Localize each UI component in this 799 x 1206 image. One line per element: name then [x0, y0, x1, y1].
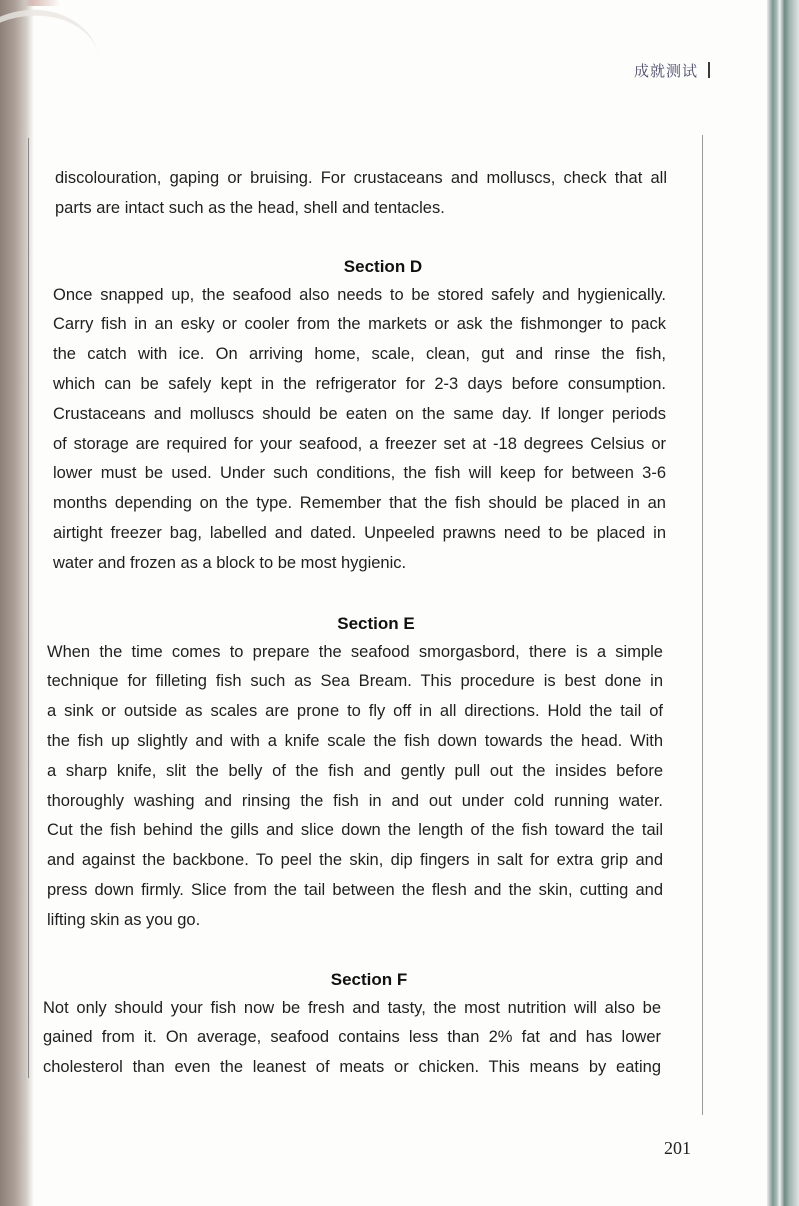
text-line: a sharp knife, slit the belly of the fish and gently pull out the insides before — [47, 761, 663, 780]
text-line: parts are intact such as the head, shell and tentacles. — [55, 198, 445, 217]
text-line: which can be safely kept in the refrigerator for 2-3 days before consumption. — [53, 374, 666, 393]
text-line: a sink or outside as scales are prone to fly off in all directions. Hold the tail of — [47, 702, 663, 721]
text-line: thoroughly washing and rinsing the fish in and out under cold running water. — [47, 791, 663, 810]
text-line: months depending on the type. Remember that the fish should be placed in an — [53, 494, 666, 513]
page-number: 201 — [664, 1138, 691, 1158]
text-line: the catch with ice. On arriving home, scale, clean, gut and rinse the fish, — [53, 345, 666, 364]
text-line: Cut the fish behind the gills and slice down the length of the fish toward the tail — [47, 821, 663, 840]
section-paragraph — [43, 994, 661, 1083]
section-heading: Section E — [337, 613, 415, 633]
text-line: of storage are required for your seafood, a freezer set at -18 degrees Celsius or — [53, 434, 666, 453]
text-line: Crustaceans and molluscs should be eaten on the same day. If longer periods — [53, 404, 666, 423]
page-body — [40, 164, 668, 1083]
book-page-edge — [767, 0, 799, 1206]
running-head — [600, 58, 710, 82]
text-line: cholesterol than even the leanest of meats or chicken. This means by eating — [43, 1058, 661, 1077]
text-line: lower must be used. Under such conditions, the fish will keep for between 3-6 — [53, 464, 666, 483]
text-line: Not only should your fish now be fresh and tasty, the most nutrition will also be — [43, 998, 661, 1017]
text-line: and against the backbone. To peel the skin, dip fingers in salt for extra grip and — [47, 851, 663, 870]
page-curl — [0, 1, 107, 135]
text-line: gained from it. On average, seafood contains less than 2% fat and has lower — [43, 1028, 661, 1047]
section-heading: Section D — [343, 256, 423, 276]
text-line: lifting skin as you go. — [47, 910, 201, 929]
text-line: discolouration, gaping or bruising. For crustaceans and molluscs, check that all — [55, 169, 667, 187]
text-line: Once snapped up, the seafood also needs to be stored safely and hygienically. — [53, 285, 666, 304]
text-line: When the time comes to prepare the seafood smorgasbord, there is a simple — [47, 642, 663, 661]
running-head-divider — [708, 62, 710, 78]
text-line: technique for filleting fish such as Sea Bream. This procedure is best done in — [47, 672, 663, 691]
right-margin-rule — [702, 135, 703, 1115]
text-line: the fish up slightly and with a knife scale the fish down towards the head. With — [47, 731, 663, 750]
section-paragraph — [53, 281, 666, 579]
section-heading: Section F — [330, 969, 408, 989]
section-paragraph — [47, 638, 663, 936]
running-head-title: 成就测试 — [633, 61, 698, 80]
left-margin-rule — [28, 138, 29, 1078]
intro-paragraph — [55, 164, 667, 224]
text-line: Carry fish in an esky or cooler from the markets or ask the fishmonger to pack — [53, 315, 666, 334]
text-line: airtight freezer bag, labelled and dated. Unpeeled prawns need to be placed in — [53, 523, 666, 542]
text-line: press down firmly. Slice from the tail between the flesh and the skin, cutting and — [47, 880, 663, 899]
text-line: water and frozen as a block to be most hygienic. — [53, 553, 407, 572]
